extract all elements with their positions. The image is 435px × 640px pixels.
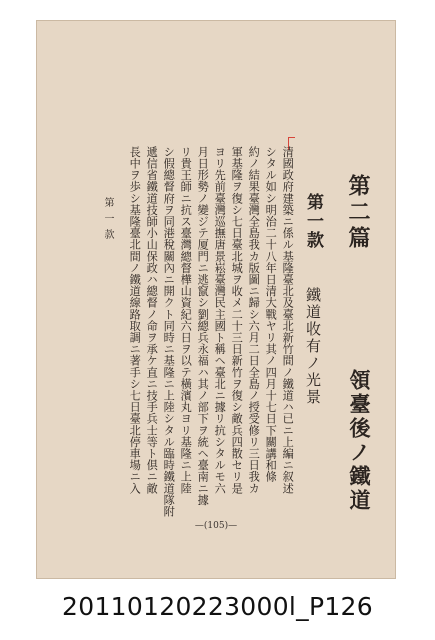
body-line: 清國政府建築ニ係ル基隆臺北及臺北新竹間ノ鐵道ハ已ニ上編ニ叙述	[281, 146, 295, 494]
body-line: リ貴王師ニ抗ス臺灣總督樺山資紀六日ヲ以テ橫濱丸ヨリ基隆ニ上陸	[179, 146, 193, 494]
image-caption: 20110120223000l_P126	[62, 592, 373, 621]
section-title: 鐵道收有ノ光景	[304, 287, 322, 406]
running-head: 第一款	[102, 197, 113, 245]
body-line: 遞信省鐵道技師小山保政ハ總督ノ命ヲ承ケ直ニ技手兵士等ト倶ニ敵	[145, 146, 159, 494]
book-page	[36, 20, 396, 579]
chapter-subtitle: 領臺後ノ鐵道	[347, 369, 372, 513]
body-line: 長中ヲ歩シ基隆臺北間ノ鐵道線路取調ニ著手シ七日臺北停車場ニ入	[128, 146, 142, 494]
body-line: シ假總督府ヲ同港稅關內ニ開クト同時ニ基隆ニ上陸シタル臨時鐵道隊附	[162, 146, 176, 518]
chapter-title: 第二篇	[345, 174, 371, 252]
page-number: —(105)—	[194, 521, 238, 531]
body-line: ヨリ先前臺灣巡撫唐景崧臺灣民主國ト稱ヘ臺北ニ據リ抗シタルモ六	[213, 146, 227, 494]
body-line: 月日形勢ノ變ジテ厦門ニ逃竄シ劉總兵永福ハ其ノ部下ヲ統ヘ臺南ニ據	[196, 146, 210, 506]
body-line: 軍基隆ヲ復シ七日臺北城ヲ收メ二十三日新竹ヲ復シ敵兵四散セリ是	[230, 146, 244, 494]
body-line: シタル如シ明治二十八年日清大戰ヤリ其ノ四月十七日下關講和條	[264, 146, 278, 483]
section-heading: 第一款	[303, 193, 323, 250]
body-line: 約ノ結果臺灣全島我カ版圖ニ歸シ六月二日全島ノ授受修リ三日我カ	[247, 146, 261, 494]
